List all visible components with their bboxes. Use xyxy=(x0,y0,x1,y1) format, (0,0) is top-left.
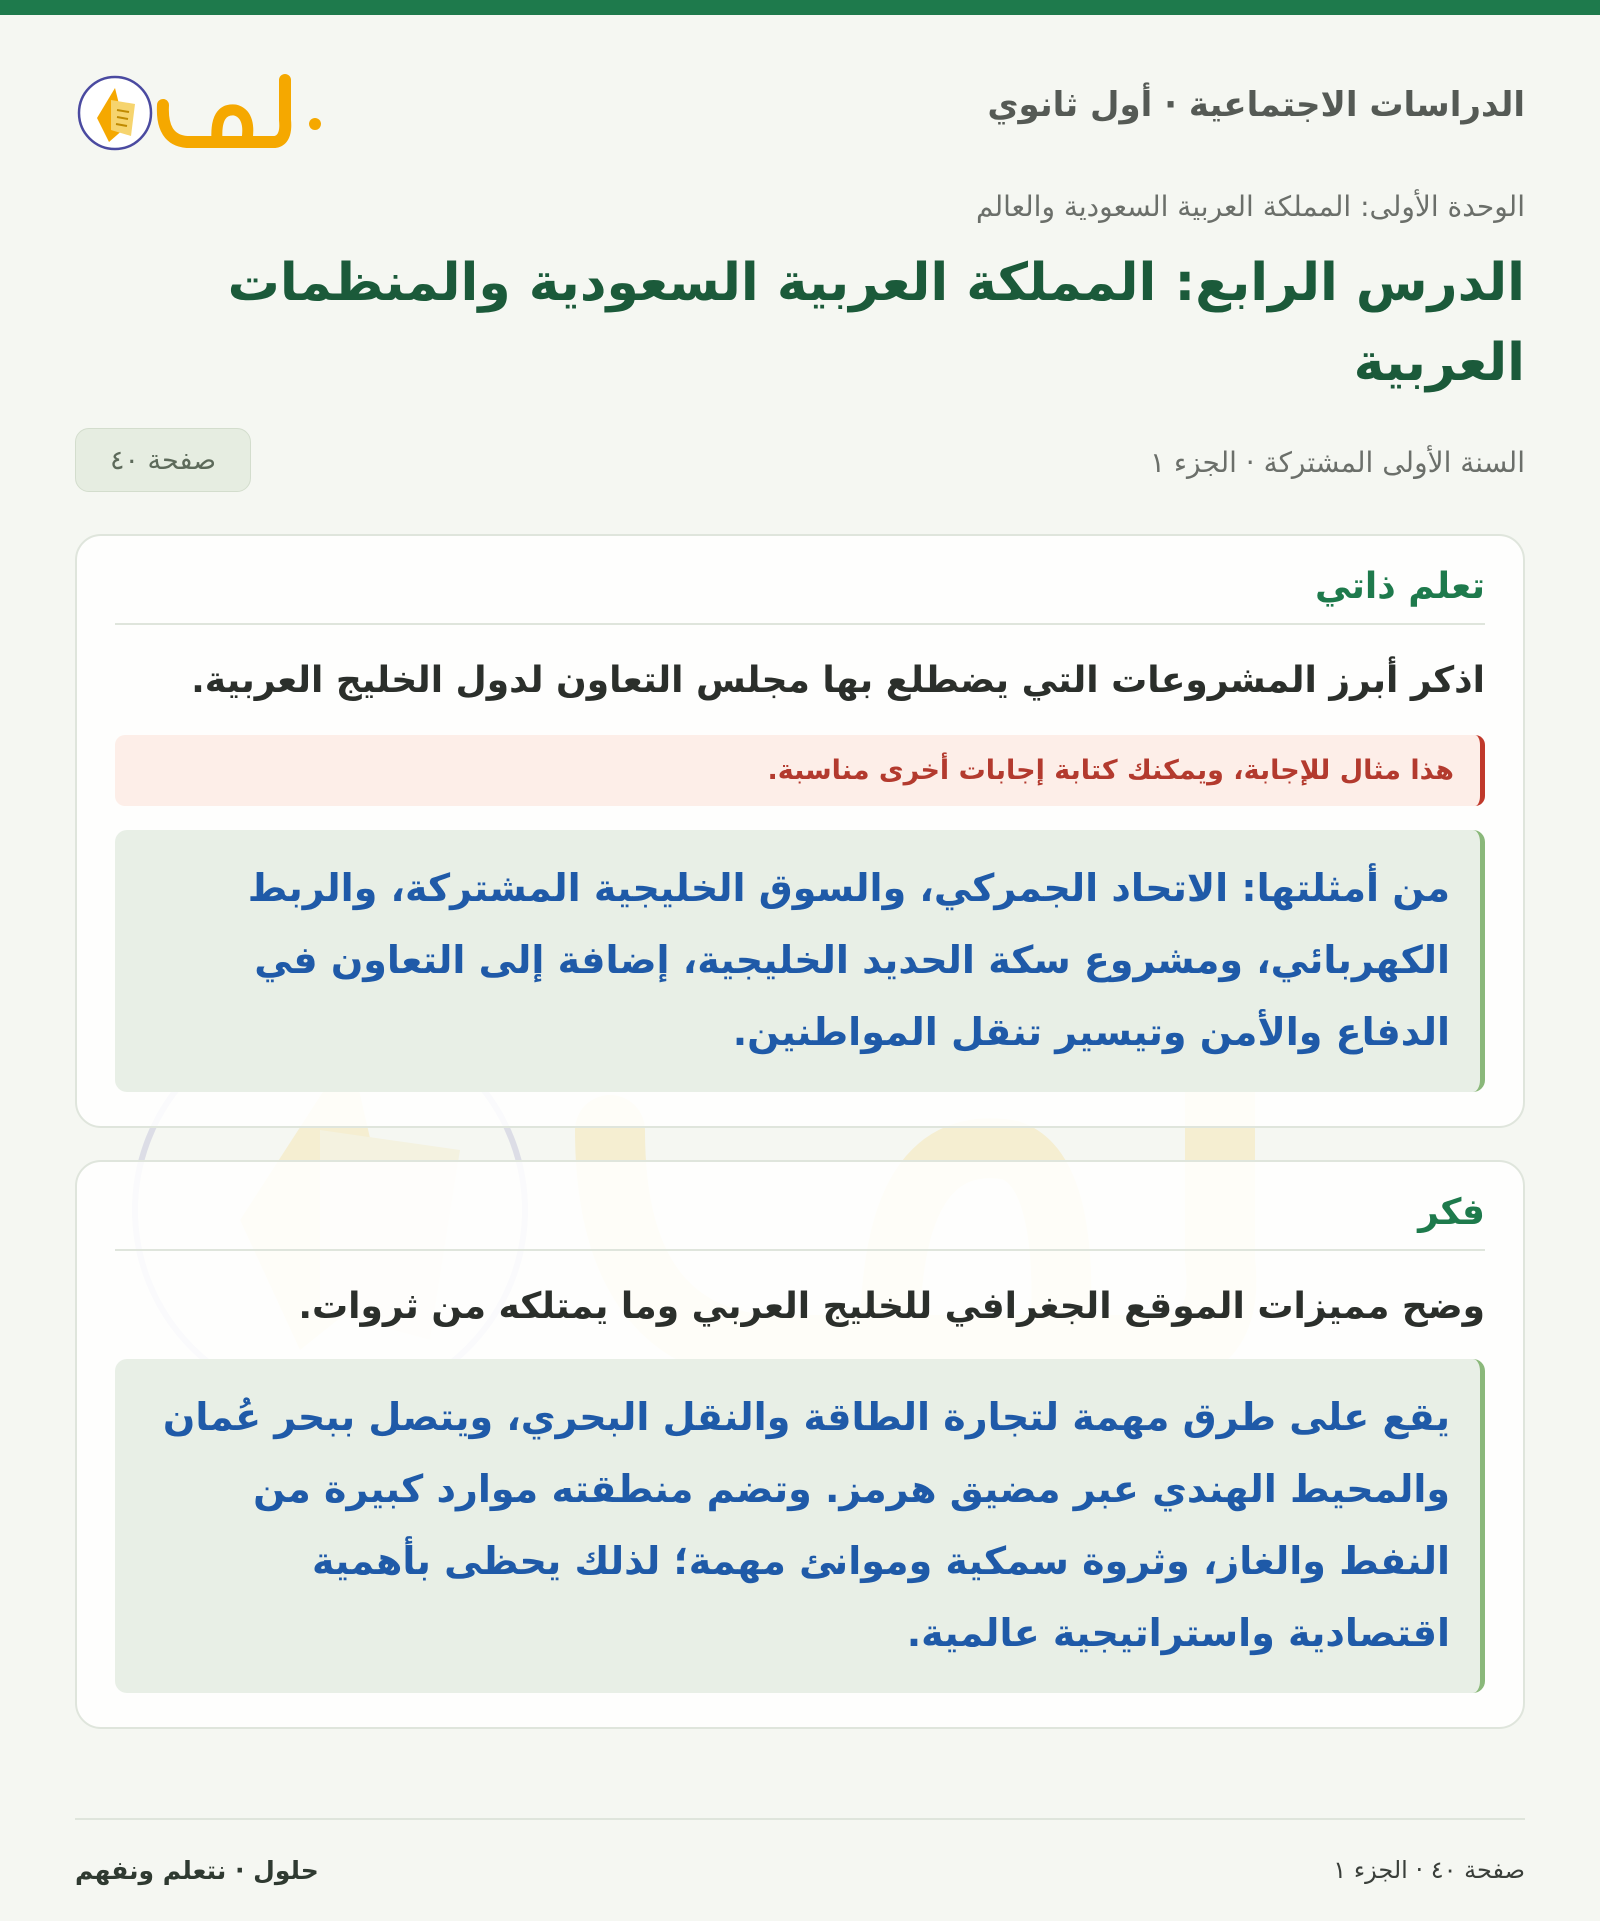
answer-box: يقع على طرق مهمة لتجارة الطاقة والنقل البحري، ويتصل ببحر عُمان والمحيط الهندي عبر مضيق هرمز. وتضم منطقته موارد كبيرة من النفط والغاز، وثروة سمكية وموانئ مهمة؛ لذلك يحظى بأهمية اقتصادية واستراتيجية عالمية. xyxy=(115,1359,1485,1693)
section-heading: تعلم ذاتي xyxy=(115,566,1485,625)
page-header xyxy=(75,15,1525,190)
section-card-think xyxy=(75,1160,1525,1729)
answer-box: من أمثلتها: الاتحاد الجمركي، والسوق الخليجية المشتركة، والربط الكهربائي، ومشروع سكة الحديد الخليجية، إضافة إلى التعاون في الدفاع والأمن وتيسير تنقل المواطنين. xyxy=(115,830,1485,1092)
page-content xyxy=(75,15,1525,1921)
meta-row xyxy=(75,428,1525,498)
question-text: اذكر أبرز المشروعات التي يضطلع بها مجلس التعاون لدول الخليج العربية. xyxy=(191,660,1485,701)
track-label: السنة الأولى المشتركة · الجزء ١ xyxy=(1149,446,1525,479)
hulool-logo[interactable] xyxy=(75,50,335,160)
lesson-title: الدرس الرابع: المملكة العربية السعودية والمنظمات العربية xyxy=(227,253,1525,393)
page-footer xyxy=(75,1818,1525,1900)
footer-slogan: حلول · نتعلم ونفهم xyxy=(75,1856,319,1885)
footer-page-info: صفحة ٤٠ · الجزء ١ xyxy=(1333,1856,1525,1884)
answer-note: هذا مثال للإجابة، ويمكنك كتابة إجابات أخرى مناسبة. xyxy=(115,735,1485,806)
unit-label: الوحدة الأولى: المملكة العربية السعودية والعالم xyxy=(975,190,1525,223)
subject-title: الدراسات الاجتماعية · أول ثانوي xyxy=(987,85,1525,125)
top-accent-bar xyxy=(0,0,1600,15)
page-badge: صفحة ٤٠ xyxy=(75,428,251,492)
section-heading: فكر xyxy=(115,1192,1485,1251)
question-text: وضح مميزات الموقع الجغرافي للخليج العربي وما يمتلكه من ثروات. xyxy=(298,1286,1485,1327)
section-card-self-learning xyxy=(75,534,1525,1128)
